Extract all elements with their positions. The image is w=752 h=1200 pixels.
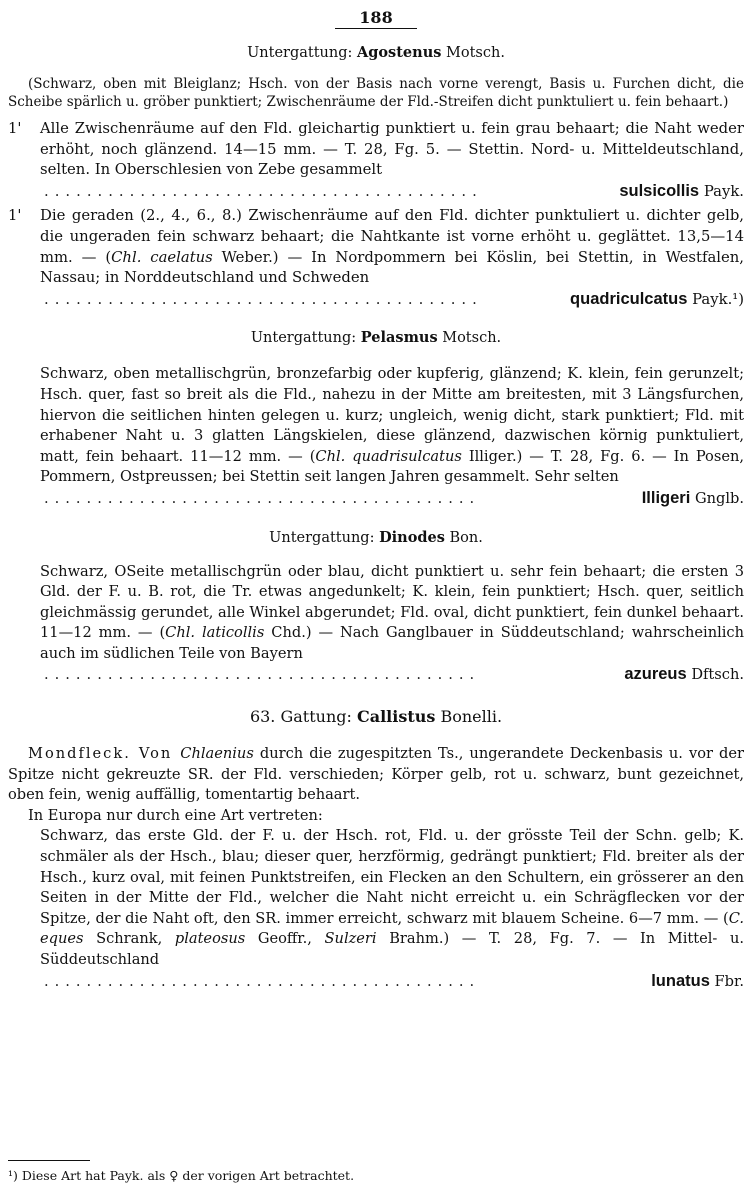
species-name: azureus [624,665,687,684]
subgenus-heading-agostenus [8,43,744,63]
couplet-text-cont: Weber.) — In Nordpommern bei Köslin, bei Stettin, in Westfalen, Nassau; in Norddeutschland und Schweden [40,248,744,287]
header-rule [335,28,417,29]
species-line [40,971,744,993]
heading-author: Bonelli. [440,707,503,727]
subgenus-heading-pelasmus [8,328,744,348]
footnote-rule [8,1160,90,1161]
heading-prefix: Untergattung: [269,529,375,546]
heading-name: Dinodes [379,528,445,546]
synonym-author: Schrank, [83,930,175,948]
couplet-text: Die geraden (2., 4., 6., 8.) Zwischenräume auf den Fld. dichter punktuliert u. dichter gelb, die ungeraden fein schwarz behaart; die Nahtkante ist vorne erhöht u. geglättet. 13,5—14 mm. — ( [40,207,744,266]
leader-dots: ......................................... [44,666,481,684]
pelasmus-description [8,364,744,509]
heading-prefix: Untergattung: [250,330,357,347]
couplet-1 [8,119,744,202]
species-author: Fbr. [714,972,744,990]
species-name: sulsicollis [619,181,700,200]
species-line [40,488,744,510]
heading-author: Bon. [449,529,483,546]
intro-text: Mondfleck. Von [28,745,181,763]
description-text: Schwarz, das erste Gld. der F. u. der Hsch. rot, Fld. u. der grösste Teil der Schn. gelb; K. schmäler als der Hsch., blau; dieser quer, herzförmig, gedrängt punktiert; Fld. breiter als der Hsch., kurz oval, mit feinen Punktstreifen, ein Flecken an den Schultern, ein grösserer an den Seiten in der Mitte der Fld., welcher die Naht nicht erreicht u. ein Schrägflecken vor der Spitze, der die Naht oft, den SR. immer erreicht, schwarz mit blauem Scheine. 6—7 mm. — ( [40,827,744,927]
species-author: Dftsch. [691,666,744,684]
species-name: lunatus [651,971,710,990]
synonym-author: Geoffr., [245,930,325,948]
description-text-cont: Illiger.) — T. 28, Fg. 6. — In Posen, Pommern, Ostpreussen; bei Stettin seit langen Jahren gesammelt. Sehr selten [40,447,744,486]
heading-name: Pelasmus [360,329,438,347]
subgenus-heading-dinodes [8,528,744,548]
species-line [40,181,744,203]
footnote: ¹) Diese Art hat Payk. als ♀ der vorigen Art betrachtet. [8,1168,355,1183]
callistus-note: In Europa nur durch eine Art vertreten: [28,806,323,824]
intro-text-cont: durch die zugespitzten Ts., ungerandete Deckenbasis u. vor der Spitze nicht gekreuzte SR. der Fld. verschieden; Körper gelb, rot u. schwarz, bunt gezeichnet, oben fein, wenig auffällig, tomentartig behaart. [8,745,744,804]
couplet-number: 1' [8,120,22,137]
synonym: Chl. caelatus [111,248,213,266]
couplet-number: 1' [8,207,22,225]
heading-name: Callistus [356,707,436,727]
leader-dots: ......................................... [44,972,481,990]
species-line [40,289,744,311]
agostenus-intro: (Schwarz, oben mit Bleiglanz; Hsch. von der Basis nach vorne verengt, Basis u. Furchen dicht, die Scheibe spärlich u. gröber punktiert; Zwischenräume der Fld.-Streifen dicht punktuliert u. fein behaart.) [8,76,744,110]
heading-author: Motsch. [446,45,505,61]
description-text: Schwarz, oben metallischgrün, bronzefarbig oder kupferig, glänzend; K. klein, fein gerunzelt; Hsch. quer, fast so breit als die Fld., nahezu in der Mitte am breitesten, mit 3 Längsfurchen, hiervon die seitlichen hinten gelegen u. kurz; ungleich, wenig dicht, stark punktiert; Fld. mit erhabener Naht u. 3 glatten Längskielen, diese glänzend, dazwischen körnig punktuliert, matt, fein behaart. 11—12 mm. — ( [40,365,744,465]
description-text-cont: Chd.) — Nach Ganglbauer in Süddeutschland; wahrscheinlich auch im südlichen Teile von Bayern [40,624,744,662]
description-text-cont: Brahm.) — T. 28, Fg. 7. — In Mittel- u. Süddeutschland [40,930,745,968]
heading-author: Motsch. [442,330,502,347]
genus-ref: Chlaenius [180,745,254,763]
heading-name: Agostenus [357,44,442,61]
heading-prefix: 63. Gattung: [249,707,352,727]
page [8,8,744,992]
synonym: C. eques [40,909,744,948]
callistus-description [8,826,744,992]
species-name: quadriculcatus [570,289,688,308]
species-author: Gnglb. [694,489,744,507]
synonym: plateosus [174,930,246,948]
synonym: Sulzeri [324,930,377,948]
species-line [40,664,744,686]
synonym: Chl. laticollis [165,624,265,642]
page-number: 188 [359,8,393,27]
leader-dots: ......................................... [44,290,483,308]
species-name: Illigeri [641,488,691,507]
leader-dots: ......................................... [44,489,481,507]
description-text: Schwarz, OSeite metallischgrün oder blau, dicht punktiert u. sehr fein behaart; die ersten 3 Gld. der F. u. B. rot, die Tr. etwas angedunkelt; K. klein, fein punktiert; Hsch. quer, seitlich gleichmässig gerundet, alle Winkel abgerundet; Fld. oval, dicht punktiert, fein dunkel behaart. 11—12 mm. — ( [40,562,744,642]
heading-prefix: Untergattung: [247,45,353,61]
genus-heading-callistus [8,706,744,728]
species-author: Payk.¹) [692,290,744,308]
callistus-intro [8,744,744,806]
couplet-2 [8,206,744,310]
leader-dots: ......................................... [44,182,483,200]
couplet-text: Alle Zwischenräume auf den Fld. gleichartig punktiert u. fein grau behaart; die Naht weder erhöht, noch glänzend. 14—15 mm. — T. 28, Fg. 5. — Stettin. Nord- u. Mitteldeutschland, selten. In Oberschlesien von Zebe gesammelt [40,120,744,179]
synonym: Chl. quadrisulcatus [315,447,462,465]
dinodes-description [8,562,744,687]
species-author: Payk. [703,182,744,200]
